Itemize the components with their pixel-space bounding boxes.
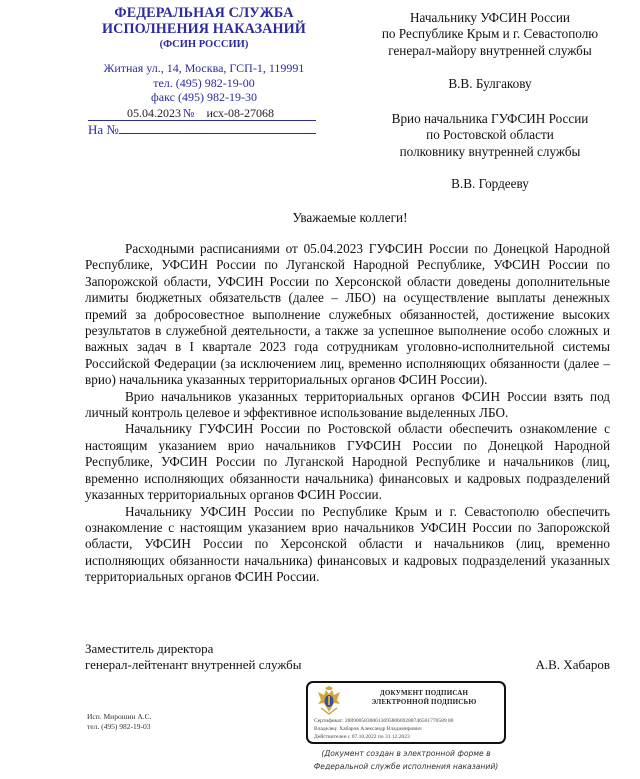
org-address: Житная ул., 14, Москва, ГСП-1, 119991	[103, 61, 305, 75]
document-number: исх-08-27068	[194, 107, 316, 121]
document-date: 05.04.2023	[88, 107, 183, 121]
registration-row	[88, 106, 320, 121]
stamp-title-line2: ЭЛЕКТРОННОЙ ПОДПИСЬЮ	[371, 697, 477, 706]
paragraph: Начальнику ГУФСИН России по Ростовской области обеспечить ознакомление с настоящим указанием врио начальников ГУФСИН России по Донецкой Народной Республике, УФСИН России по Луганской Народной Республике и начальников (лиц, временно исполняющих обязанности начальника) финансовых и кадровых подразделений указанных территориальных органов ФСИН России.	[85, 421, 610, 503]
letter-body	[85, 241, 610, 586]
letterhead	[88, 6, 320, 105]
org-fax: факс (495) 982-19-30	[151, 90, 257, 104]
electronic-signature-stamp	[306, 681, 506, 744]
addressee-2-line: по Ростовской области	[426, 127, 554, 143]
signer-position-line2: генерал-лейтенант внутренней службы	[85, 657, 302, 672]
stamp-details	[314, 717, 454, 741]
paragraph: Начальнику УФСИН России по Республике Крым и г. Севастополю обеспечить ознакомление с настоящим указанием врио начальников УФСИН России по Запорожской области, УФСИН России по Херсонской области и начальников (лиц, временно исполняющих обязанности начальника) финансовых и кадровых подразделений указанных территориальных органов ФСИН России.	[85, 503, 610, 585]
addressee-2-name: В.В. Гордееву	[451, 176, 529, 191]
greeting: Уважаемые коллеги!	[292, 210, 408, 225]
executor-name: Исп. Мирошин А.С.	[87, 712, 152, 721]
certificate-number: Сертификат: 2889005830061369580669288746561770589 80	[314, 718, 454, 724]
stamp-title-line1: ДОКУМЕНТ ПОДПИСАН	[379, 689, 469, 697]
reply-to-blank	[119, 122, 316, 134]
org-phone: тел. (495) 982-19-00	[153, 75, 255, 90]
electronic-document-note	[300, 748, 512, 773]
addressee-1-line: генерал-майору внутренней службы	[388, 42, 592, 58]
reply-to-label: На №	[88, 122, 119, 137]
paragraph: Расходными расписаниями от 05.04.2023 ГУФСИН России по Донецкой Народной Республике, УФСИН России по Луганской Народной Республике, УФСИН России по Запорожской области, УФСИН России по Херсонской области доведены дополнительные лимиты бюджетных обязательств (далее – ЛБО) на осуществление выплаты денежных премий за добросовестное выполнение служебных обязанностей, достижение высоких результатов в служебной деятельности, а также за успешное выполнение особо сложных и важных задач в I квартале 2023 года сотрудникам уголовно-исполнительной системы Российской Федерации (за исключением лиц, временно исполняющих обязанности (далее – врио) начальника указанных территориальных органов ФСИН России).	[85, 241, 610, 388]
org-abbreviation: (ФСИН РОССИИ)	[159, 39, 249, 50]
signature-block	[85, 641, 610, 673]
note-line1: (Документ создан в электронной форме в	[321, 749, 491, 758]
paragraph: Врио начальников указанных территориальных органов ФСИН России взять под личный контроль целевое и эффективное использование выделенных ЛБО.	[85, 388, 610, 421]
addressee-1	[350, 10, 630, 59]
signer-name: А.В. Хабаров	[535, 657, 610, 672]
addressee-1-line: по Республике Крым и г. Севастополю	[381, 26, 599, 42]
fsin-emblem-icon	[316, 686, 342, 716]
stamp-title	[348, 689, 500, 706]
number-label: №	[183, 106, 195, 120]
addressee-2	[350, 111, 630, 160]
org-name-line1: ФЕДЕРАЛЬНАЯ СЛУЖБА	[114, 5, 294, 21]
addressee-1-name: В.В. Булгакову	[448, 76, 532, 91]
addressee-2-line: полковнику внутренней службы	[399, 143, 581, 159]
certificate-owner: Владелец: Хабаров Александр Владимирович	[314, 726, 422, 732]
addressee-2-line: Врио начальника ГУФСИН России	[391, 111, 589, 126]
org-name-line2: ИСПОЛНЕНИЯ НАКАЗАНИЙ	[102, 20, 306, 37]
reply-to-row	[88, 122, 320, 138]
certificate-validity: Действителен с 07.10.2022 по 31.12.2023	[314, 734, 410, 740]
note-line2: Федеральной службе исполнения наказаний)	[313, 761, 499, 771]
executor-info	[87, 712, 152, 732]
signer-position-line1: Заместитель директора	[85, 641, 214, 656]
addressee-1-line: Начальнику УФСИН России	[410, 10, 570, 25]
executor-phone: тел. (495) 982-19-03	[87, 722, 151, 731]
